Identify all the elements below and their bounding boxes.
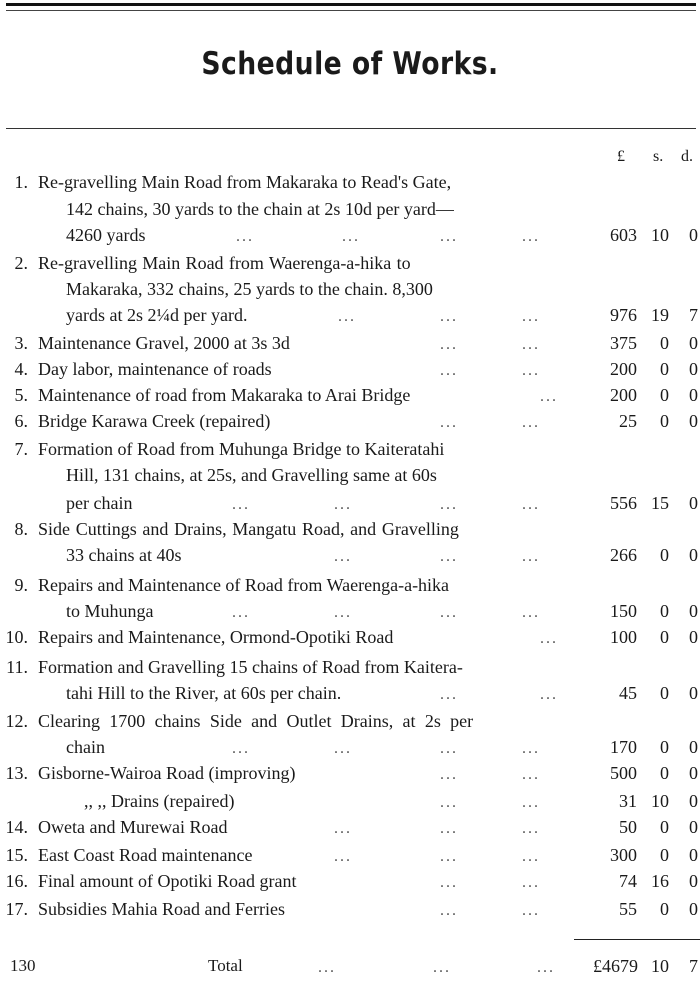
dot-leader: ... <box>522 496 540 513</box>
dot-leader: ... <box>522 740 540 757</box>
total-leader-1: ... <box>318 959 336 976</box>
item-text-line: ,, ,, Drains (repaired) <box>84 791 235 811</box>
item-text-line: Subsidies Mahia Road and Ferries <box>38 899 285 919</box>
top-double-rule-thin <box>6 10 696 11</box>
dot-leader: ... <box>334 604 352 621</box>
item-number: 14. <box>5 817 28 837</box>
amount-pounds: 150 <box>610 601 637 621</box>
dot-leader: ... <box>440 766 458 783</box>
amount-pounds: 200 <box>610 385 637 405</box>
dot-leader: ... <box>540 686 558 703</box>
item-text-line: Day labor, maintenance of roads <box>38 359 272 379</box>
amount-shillings: 15 <box>651 493 669 513</box>
amount-shillings: 0 <box>660 737 669 757</box>
amount-pence: 0 <box>689 817 698 837</box>
amount-shillings: 0 <box>660 385 669 405</box>
item-number: 12. <box>5 711 28 731</box>
dot-leader: ... <box>440 308 458 325</box>
header-pounds: £ <box>617 148 625 165</box>
dot-leader: ... <box>440 604 458 621</box>
amount-pence: 0 <box>689 333 698 353</box>
item-text-line: 4260 yards <box>66 225 146 245</box>
amount-shillings: 0 <box>660 359 669 379</box>
dot-leader: ... <box>440 740 458 757</box>
amount-pounds: 266 <box>610 545 637 565</box>
amount-pence: 0 <box>689 545 698 565</box>
amount-pence: 0 <box>689 359 698 379</box>
item-number: 11. <box>6 657 28 677</box>
dot-leader: ... <box>522 874 540 891</box>
dot-leader: ... <box>342 228 360 245</box>
amount-pounds: 74 <box>619 871 637 891</box>
dot-leader: ... <box>522 308 540 325</box>
dot-leader: ... <box>440 874 458 891</box>
dot-leader: ... <box>440 414 458 431</box>
item-number: 1. <box>14 172 28 192</box>
item-number: 16. <box>5 871 28 891</box>
amount-shillings: 0 <box>660 627 669 647</box>
amount-shillings: 0 <box>660 763 669 783</box>
amount-shillings: 19 <box>651 305 669 325</box>
amount-shillings: 16 <box>651 871 669 891</box>
page-number: 130 <box>10 956 36 975</box>
item-text-line: Gisborne-Wairoa Road (improving) <box>38 763 296 783</box>
dot-leader: ... <box>232 496 250 513</box>
item-text-line: Bridge Karawa Creek (repaired) <box>38 411 271 431</box>
amount-pence: 0 <box>689 225 698 245</box>
dot-leader: ... <box>522 548 540 565</box>
dot-leader: ... <box>440 228 458 245</box>
item-text-line: Repairs and Maintenance of Road from Waerenga-a-hika <box>38 575 450 595</box>
item-text-line: 33 chains at 40s <box>66 545 182 565</box>
dot-leader: ... <box>522 362 540 379</box>
dot-leader: ... <box>440 496 458 513</box>
item-text-line: Final amount of Opotiki Road grant <box>38 871 297 891</box>
amount-shillings: 0 <box>660 683 669 703</box>
dot-leader: ... <box>540 630 558 647</box>
dot-leader: ... <box>522 604 540 621</box>
item-number: 8. <box>14 519 28 539</box>
amount-pence: 0 <box>689 871 698 891</box>
dot-leader: ... <box>522 336 540 353</box>
item-number: 5. <box>14 385 28 405</box>
item-text-line: Maintenance of road from Makaraka to Arai Bridge <box>38 385 411 405</box>
dot-leader: ... <box>440 362 458 379</box>
item-number: 2. <box>14 253 28 273</box>
amount-pounds: 45 <box>619 683 637 703</box>
amount-pounds: 31 <box>619 791 637 811</box>
top-double-rule-thick <box>6 3 696 6</box>
item-text-line: Formation of Road from Muhunga Bridge to Kaiteratahi <box>38 439 445 459</box>
item-text-line: Clearing 1700 chains Side and Outlet Drains, at 2s per <box>38 711 474 731</box>
amount-shillings: 0 <box>660 899 669 919</box>
dot-leader: ... <box>440 848 458 865</box>
total-label: Total <box>208 956 243 975</box>
page-title: Schedule of Works. <box>201 46 499 82</box>
dot-leader: ... <box>334 740 352 757</box>
amount-pence: 0 <box>689 899 698 919</box>
dot-leader: ... <box>334 820 352 837</box>
total-leader-3: ... <box>537 959 555 976</box>
amount-pence: 0 <box>689 385 698 405</box>
dot-leader: ... <box>522 902 540 919</box>
header-pence: d. <box>681 148 693 165</box>
dot-leader: ... <box>334 496 352 513</box>
amount-pounds: 25 <box>619 411 637 431</box>
total-leader-2: ... <box>433 959 451 976</box>
amount-shillings: 10 <box>651 791 669 811</box>
amount-pounds: 200 <box>610 359 637 379</box>
item-number: 13. <box>5 763 28 783</box>
item-text-line: to Muhunga <box>66 601 154 621</box>
amount-pence: 0 <box>689 845 698 865</box>
item-text-line: East Coast Road maintenance <box>38 845 253 865</box>
amount-pence: 0 <box>689 737 698 757</box>
amount-shillings: 0 <box>660 333 669 353</box>
dot-leader: ... <box>440 548 458 565</box>
total-rule <box>574 939 700 940</box>
amount-pence: 0 <box>689 411 698 431</box>
dot-leader: ... <box>540 388 558 405</box>
item-text-line: Hill, 131 chains, at 25s, and Gravelling same at 60s <box>66 465 437 485</box>
amount-pounds: 50 <box>619 817 637 837</box>
dot-leader: ... <box>522 794 540 811</box>
item-number: 15. <box>5 845 28 865</box>
amount-pence: 7 <box>689 305 698 325</box>
item-text-line: yards at 2s 2¼d per yard. <box>66 305 248 325</box>
item-text-line: 142 chains, 30 yards to the chain at 2s 10d per yard— <box>66 199 454 219</box>
item-text-line: Re-gravelling Main Road from Makaraka to Read's Gate, <box>38 172 452 192</box>
amount-pence: 0 <box>689 601 698 621</box>
amount-pence: 0 <box>689 683 698 703</box>
dot-leader: ... <box>522 766 540 783</box>
total-pounds: £4679 <box>593 956 638 976</box>
dot-leader: ... <box>440 686 458 703</box>
item-text-line: Makaraka, 332 chains, 25 yards to the chain. 8,300 <box>66 279 433 299</box>
item-text-line: tahi Hill to the River, at 60s per chain. <box>66 683 342 703</box>
item-number: 10. <box>5 627 28 647</box>
amount-shillings: 0 <box>660 545 669 565</box>
dot-leader: ... <box>334 848 352 865</box>
item-text-line: per chain <box>66 493 133 513</box>
amount-pounds: 170 <box>610 737 637 757</box>
title-rule <box>6 128 696 129</box>
amount-shillings: 10 <box>651 225 669 245</box>
item-number: 7. <box>14 439 28 459</box>
amount-shillings: 0 <box>660 845 669 865</box>
item-text-line: Oweta and Murewai Road <box>38 817 228 837</box>
item-text-line: chain <box>66 737 105 757</box>
amount-pence: 0 <box>689 791 698 811</box>
item-text-line: Side Cuttings and Drains, Mangatu Road, and Gravelling <box>38 519 459 539</box>
dot-leader: ... <box>334 548 352 565</box>
total-shillings: 10 <box>651 956 669 976</box>
dot-leader: ... <box>522 820 540 837</box>
item-text-line: Formation and Gravelling 15 chains of Road from Kaitera- <box>38 657 463 677</box>
item-number: 17. <box>5 899 28 919</box>
amount-pounds: 556 <box>610 493 637 513</box>
dot-leader: ... <box>440 794 458 811</box>
amount-pounds: 500 <box>610 763 637 783</box>
amount-pounds: 300 <box>610 845 637 865</box>
dot-leader: ... <box>440 820 458 837</box>
dot-leader: ... <box>522 414 540 431</box>
dot-leader: ... <box>522 228 540 245</box>
item-text-line: Maintenance Gravel, 2000 at 3s 3d <box>38 333 290 353</box>
dot-leader: ... <box>232 604 250 621</box>
dot-leader: ... <box>440 902 458 919</box>
amount-pounds: 603 <box>610 225 637 245</box>
dot-leader: ... <box>338 308 356 325</box>
amount-pounds: 375 <box>610 333 637 353</box>
dot-leader: ... <box>236 228 254 245</box>
item-number: 6. <box>14 411 28 431</box>
header-shillings: s. <box>653 148 664 165</box>
item-number: 3. <box>14 333 28 353</box>
amount-pounds: 100 <box>610 627 637 647</box>
amount-pence: 0 <box>689 627 698 647</box>
amount-pence: 0 <box>689 493 698 513</box>
amount-shillings: 0 <box>660 817 669 837</box>
item-text-line: Re-gravelling Main Road from Waerenga-a-hika to <box>38 253 411 273</box>
dot-leader: ... <box>440 336 458 353</box>
item-number: 4. <box>14 359 28 379</box>
amount-pence: 0 <box>689 763 698 783</box>
amount-shillings: 0 <box>660 411 669 431</box>
dot-leader: ... <box>522 848 540 865</box>
item-text-line: Repairs and Maintenance, Ormond-Opotiki Road <box>38 627 394 647</box>
dot-leader: ... <box>232 740 250 757</box>
amount-pounds: 55 <box>619 899 637 919</box>
total-pence: 7 <box>689 956 698 976</box>
item-number: 9. <box>14 575 28 595</box>
amount-shillings: 0 <box>660 601 669 621</box>
amount-pounds: 976 <box>610 305 637 325</box>
